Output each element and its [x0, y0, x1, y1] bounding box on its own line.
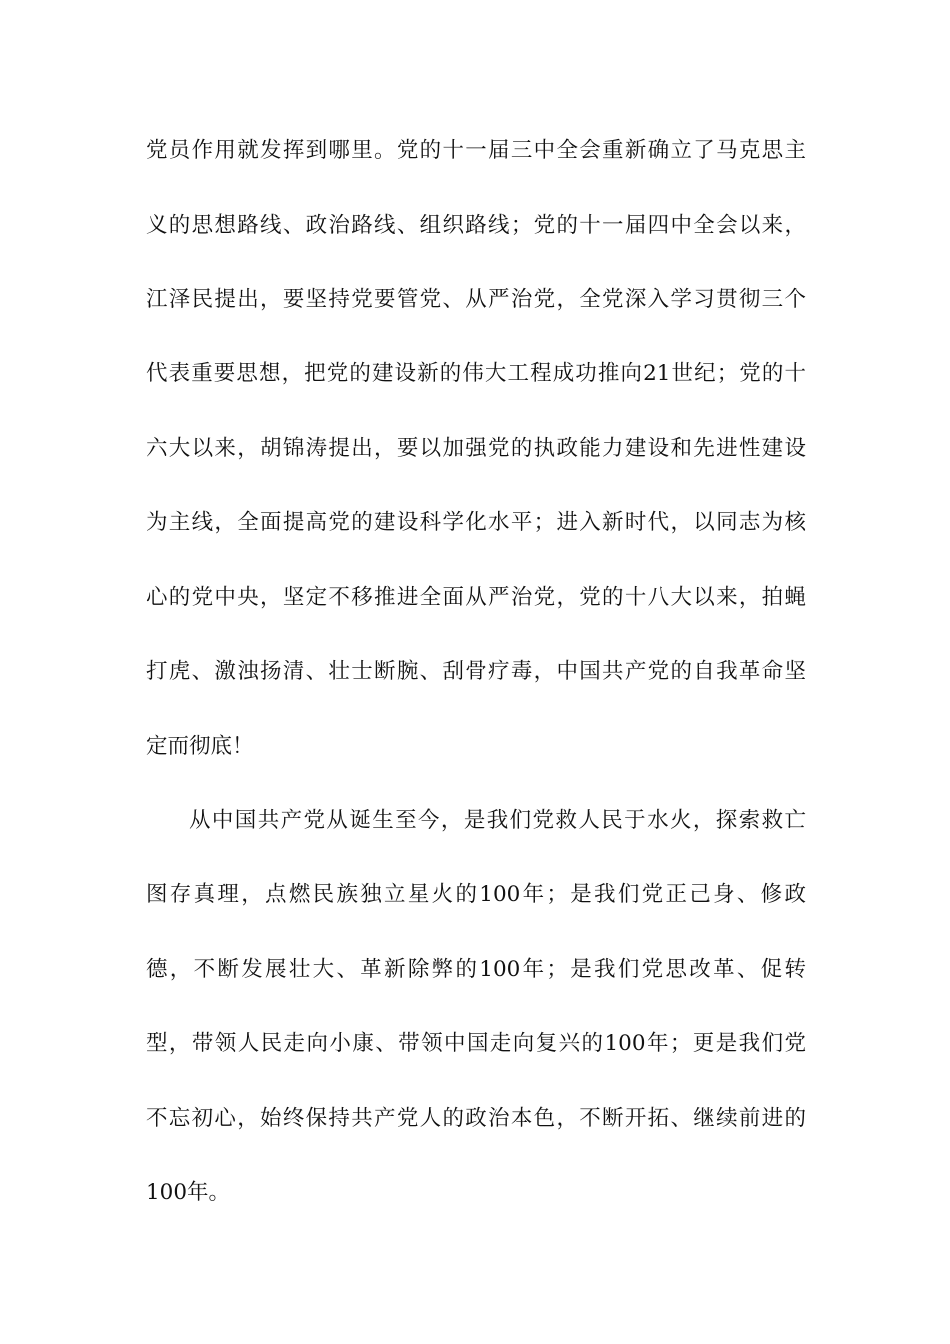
- paragraph-1-line-6: 为主线，全面提高党的建设科学化水平；进入新时代，以同志为核: [146, 510, 806, 535]
- paragraph-2-line-5: 不忘初心，始终保持共产党人的政治本色，不断开拓、继续前进的: [146, 1106, 806, 1131]
- paragraph-2-line-4: 型，带领人民走向小康、带领中国走向复兴的100年；更是我们党: [146, 1031, 806, 1056]
- paragraph-1-line-5: 六大以来，胡锦涛提出，要以加强党的执政能力建设和先进性建设: [146, 436, 806, 461]
- paragraph-1-line-1: 党员作用就发挥到哪里。党的十一届三中全会重新确立了马克思主: [146, 138, 806, 163]
- paragraph-1-line-4: 代表重要思想，把党的建设新的伟大工程成功推向21世纪；党的十: [146, 361, 806, 386]
- paragraph-1-line-9: 定而彻底！: [146, 734, 254, 759]
- paragraph-2-line-1: 从中国共产党从诞生至今，是我们党救人民于水火，探索救亡: [189, 808, 806, 833]
- paragraph-1-line-8: 打虎、激浊扬清、壮士断腕、刮骨疗毒，中国共产党的自我革命坚: [146, 659, 806, 684]
- paragraph-2-line-3: 德，不断发展壮大、革新除弊的100年；是我们党思改革、促转: [146, 957, 806, 982]
- paragraph-1-line-7: 心的党中央，坚定不移推进全面从严治党，党的十八大以来，拍蝇: [146, 585, 806, 610]
- paragraph-2-line-6: 100年。: [146, 1180, 231, 1205]
- paragraph-2-line-2: 图存真理，点燃民族独立星火的100年；是我们党正己身、修政: [146, 882, 806, 907]
- paragraph-1-line-3: 江泽民提出，要坚持党要管党、从严治党，全党深入学习贯彻三个: [146, 287, 806, 312]
- paragraph-1-line-2: 义的思想路线、政治路线、组织路线；党的十一届四中全会以来，: [146, 213, 806, 238]
